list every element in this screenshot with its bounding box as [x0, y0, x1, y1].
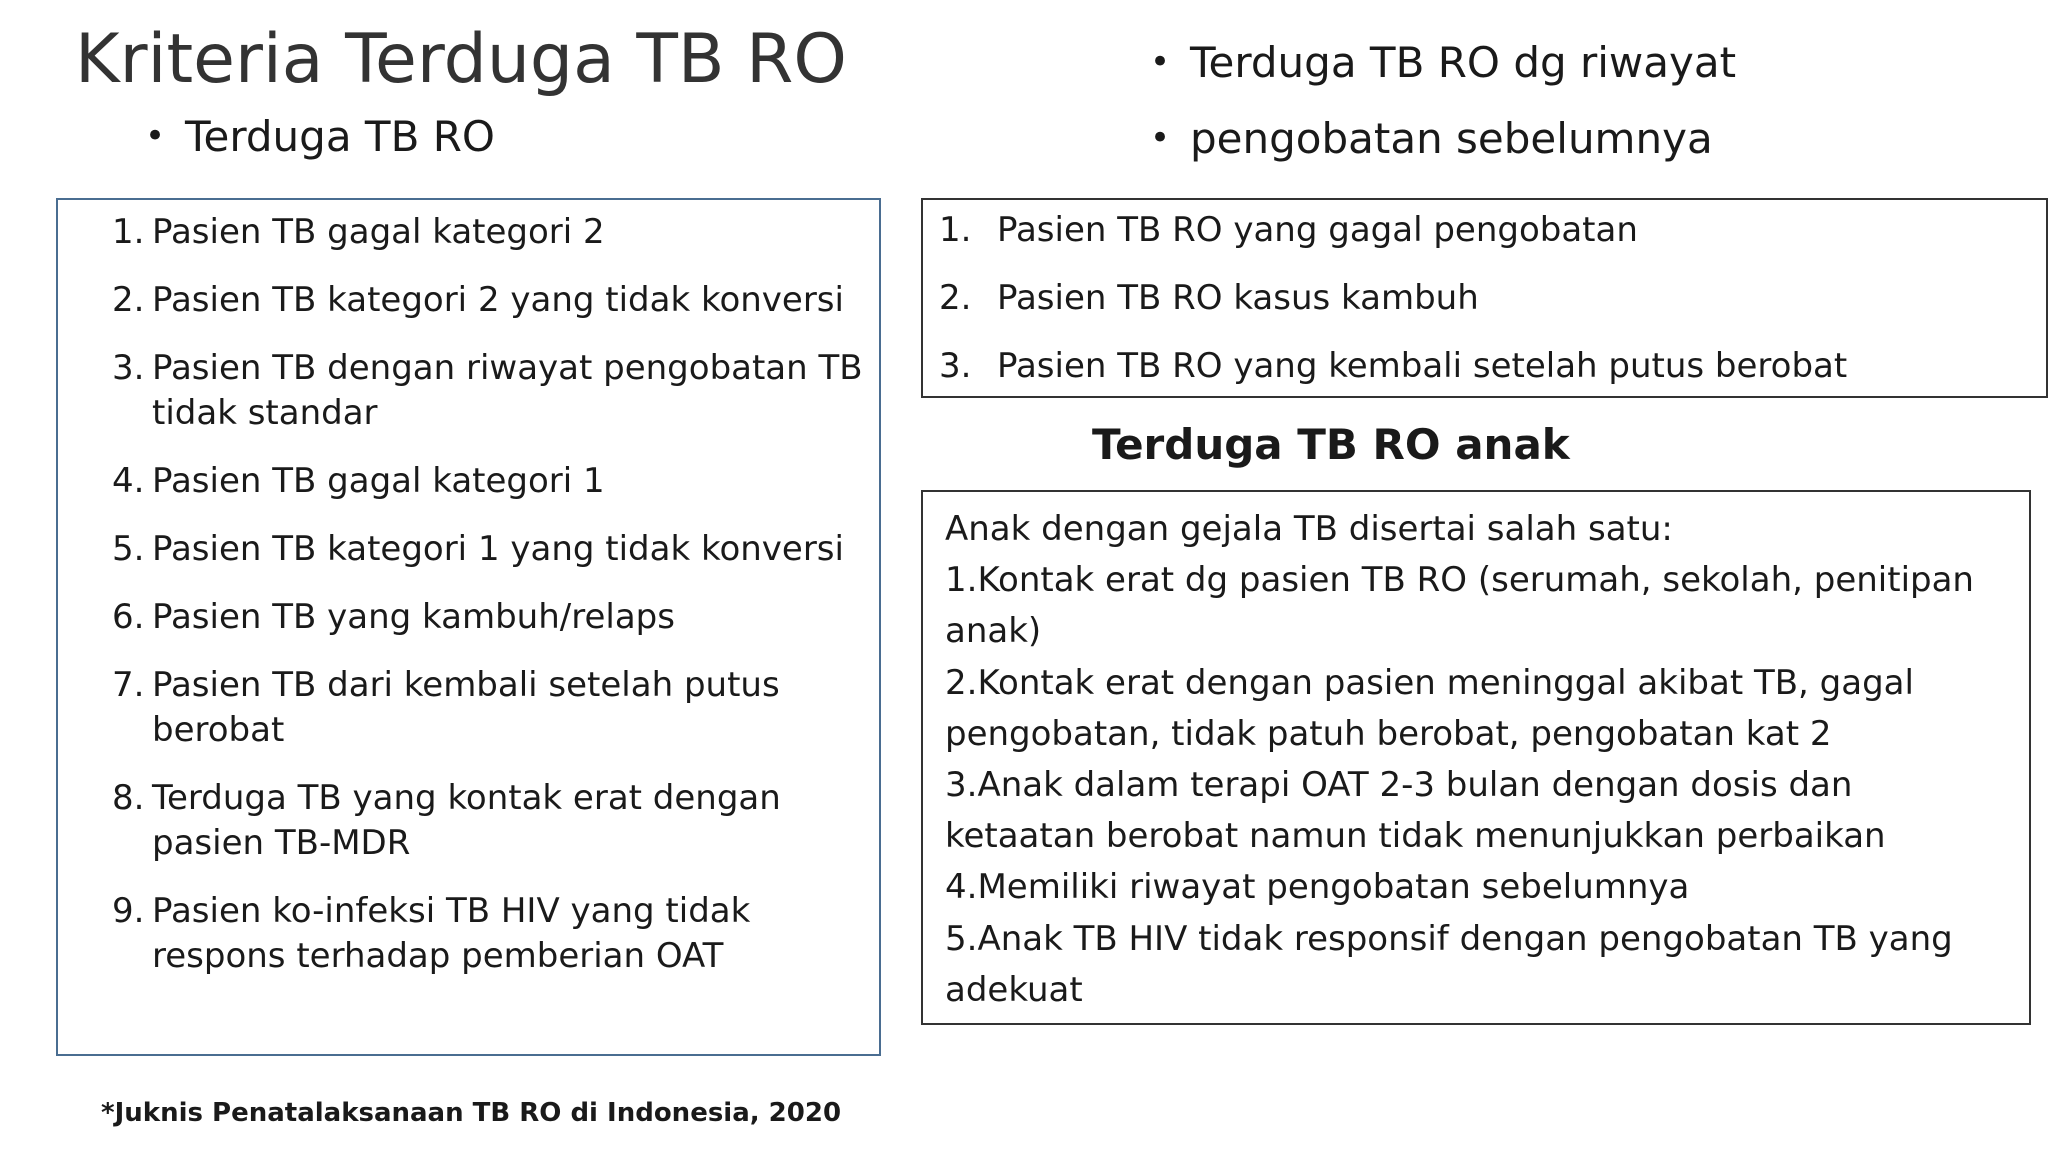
anak-line: pengobatan, tidak patuh berobat, pengobatan kat 2 [945, 713, 1832, 754]
item-number: 2. [112, 280, 145, 320]
item-text: Pasien TB dengan riwayat pengobatan TB tidak standar [152, 348, 863, 433]
list-item [112, 889, 872, 979]
bullet-text: pengobatan sebelumnya [1190, 114, 1713, 163]
item-number: 8. [112, 778, 145, 818]
item-text: Pasien TB gagal kategori 2 [152, 212, 605, 252]
list-item [112, 527, 872, 572]
item-number: 3. [112, 348, 145, 388]
item-text: Terduga TB yang kontak erat dengan pasien TB-MDR [152, 778, 781, 863]
criteria-box-left [56, 198, 881, 1056]
slide-title: Kriteria Terduga TB RO [75, 20, 847, 99]
criteria-box-anak [921, 490, 2031, 1025]
anak-line: 5.Anak TB HIV tidak responsif dengan pengobatan TB yang [945, 918, 1953, 959]
item-number: 2. [939, 278, 972, 318]
list-item [112, 663, 872, 753]
item-text: Pasien TB RO kasus kambuh [997, 278, 1479, 318]
item-number: 6. [112, 597, 145, 637]
bullet-riwayat [1150, 38, 1736, 87]
bullet-dot: • [1150, 118, 1171, 158]
anak-line: 3.Anak dalam terapi OAT 2-3 bulan dengan dosis dan [945, 765, 1853, 806]
anak-line: 4.Memiliki riwayat pengobatan sebelumnya [945, 867, 1690, 908]
criteria-box-riwayat [921, 198, 2048, 398]
list-item [112, 278, 872, 323]
list-item [112, 459, 872, 504]
item-number: 1. [939, 210, 972, 250]
item-number: 3. [939, 346, 972, 386]
anak-line: anak) [945, 611, 1042, 652]
bullet-dot: • [1150, 42, 1171, 82]
item-number: 4. [112, 461, 145, 501]
item-number: 1. [112, 212, 145, 252]
list-item [112, 210, 872, 255]
anak-line: ketaatan berobat namun tidak menunjukkan perbaikan [945, 816, 1886, 857]
anak-line: 1.Kontak erat dg pasien TB RO (serumah, sekolah, penitipan [945, 560, 1974, 601]
list-item [939, 208, 2029, 253]
list-item [112, 595, 872, 640]
footnote-reference: *Juknis Penatalaksanaan TB RO di Indonesia, 2020 [101, 1098, 842, 1128]
bullet-dot: • [145, 116, 166, 156]
bullet-terduga-tb-ro [145, 112, 495, 161]
bullet-text: Terduga TB RO dg riwayat [1190, 38, 1737, 87]
item-text: Pasien ko-infeksi TB HIV yang tidak respons terhadap pemberian OAT [152, 891, 751, 976]
bullet-text: Terduga TB RO [185, 112, 495, 161]
criteria-list-left [112, 210, 872, 1002]
bullet-pengobatan [1150, 114, 1713, 163]
item-text: Pasien TB dari kembali setelah putus berobat [152, 665, 780, 750]
item-text: Pasien TB kategori 2 yang tidak konversi [152, 280, 844, 320]
list-item [112, 776, 872, 866]
anak-heading: Terduga TB RO anak [1092, 420, 1570, 469]
criteria-list-riwayat [939, 208, 2029, 412]
item-text: Pasien TB gagal kategori 1 [152, 461, 605, 501]
anak-line: Anak dengan gejala TB disertai salah satu: [945, 509, 1673, 549]
item-number: 5. [112, 529, 145, 569]
anak-line: 2.Kontak erat dengan pasien meninggal akibat TB, gagal [945, 662, 1914, 703]
anak-line: adekuat [945, 969, 1083, 1010]
item-number: 9. [112, 891, 145, 931]
item-text: Pasien TB RO yang gagal pengobatan [997, 210, 1638, 250]
item-number: 7. [112, 665, 145, 705]
item-text: Pasien TB yang kambuh/relaps [152, 597, 675, 637]
list-item [939, 276, 2029, 321]
item-text: Pasien TB RO yang kembali setelah putus berobat [997, 346, 1848, 386]
list-item [939, 344, 2029, 389]
list-item [112, 346, 872, 436]
item-text: Pasien TB kategori 1 yang tidak konversi [152, 529, 844, 569]
